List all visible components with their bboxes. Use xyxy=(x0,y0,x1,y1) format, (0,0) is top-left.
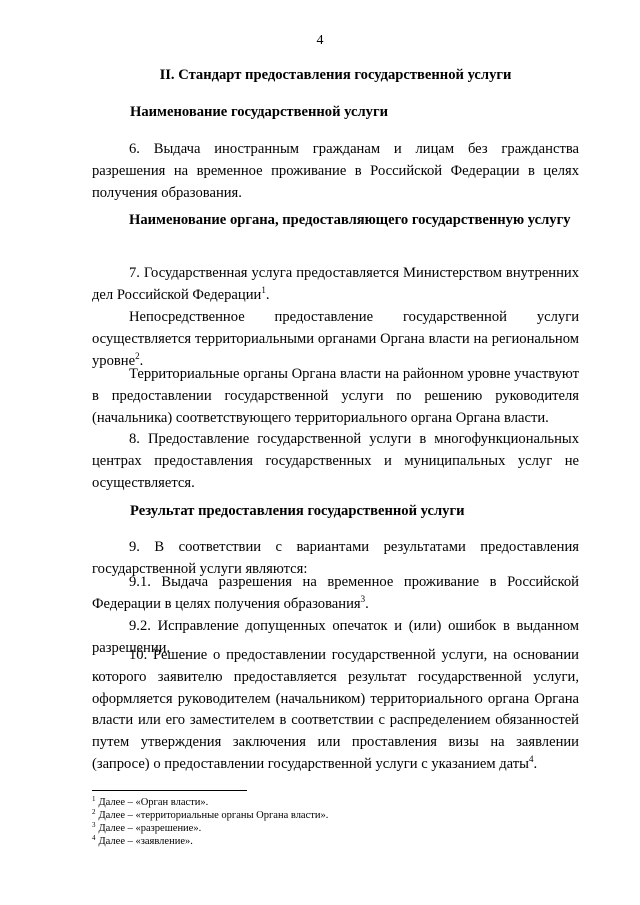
footnote-4 xyxy=(92,836,572,848)
footnote-3-mark: 3 xyxy=(92,821,96,829)
page-number: 4 xyxy=(316,33,324,48)
footnote-ref-4: 4 xyxy=(528,753,534,764)
paragraph-7c: Территориальные органы Органа власти на районном уровне участвуют в предоставлении государственной услуги по решению руководителя (начальника) соответствующего территориального органа Органа власти. xyxy=(92,366,579,426)
paragraph-7-end: . xyxy=(265,286,270,303)
paragraph-9: 9. В соответствии с вариантами результатами предоставления государственной услуги являются: xyxy=(92,539,579,577)
paragraph-9-1-end: . xyxy=(365,595,369,612)
paragraph-10-text: 10. Решение о предоставлении государственной услуги, на основании которого заявителю предоставляется результат государственной услуги, оформляется руководителем (начальником) территориального органа Органа власти или его заместителем в соответствии с распределением обязанностей путем утверждения заключения или проставления визы на заявлении (запросе) о предоставлении государственной услуги с указанием даты xyxy=(92,647,579,772)
service-name-heading: Наименование государственной услуги xyxy=(130,104,388,120)
authority-heading: Наименование органа, предоставляющего государственную услугу xyxy=(129,212,571,228)
paragraph-6: 6. Выдача иностранным гражданам и лицам без гражданства разрешения на временное проживание в Российской Федерации в целях получения образования. xyxy=(92,141,579,201)
footnote-ref-2: 2 xyxy=(135,350,140,361)
result-heading: Результат предоставления государственной услуги xyxy=(130,503,465,519)
footnote-3 xyxy=(92,823,572,835)
footnote-4-text: Далее – «заявление». xyxy=(98,836,193,847)
footnote-1-text: Далее – «Орган власти». xyxy=(98,797,209,808)
paragraph-7-text: 7. Государственная услуга предоставляется Министерством внутренних дел Российской Федерации xyxy=(92,265,579,303)
footnote-1 xyxy=(92,797,572,809)
paragraph-7b-text: Непосредственное предоставление государственной услуги осуществляется территориальными органами Органа власти на региональном уровне xyxy=(92,309,579,369)
paragraph-9-1-text: 9.1. Выдача разрешения на временное проживание в Российской Федерации в целях получения образования xyxy=(92,574,579,612)
paragraph-10-end: . xyxy=(533,755,538,772)
footnote-3-text: Далее – «разрешение». xyxy=(98,823,202,834)
paragraph-9-1 xyxy=(92,572,579,616)
footnote-separator xyxy=(92,790,247,791)
paragraph-7b-end: . xyxy=(139,352,144,369)
footnote-2 xyxy=(92,810,572,822)
paragraph-7 xyxy=(92,263,579,307)
footnote-4-mark: 4 xyxy=(92,834,96,842)
paragraph-9-2: 9.2. Исправление допущенных опечаток и (или) ошибок в выданном разрешении. xyxy=(92,618,579,656)
paragraph-10 xyxy=(92,645,579,776)
footnote-1-mark: 1 xyxy=(92,795,96,803)
footnote-ref-3: 3 xyxy=(360,593,366,604)
footnote-ref-1: 1 xyxy=(261,284,266,295)
section-title: II. Стандарт предоставления государственной услуги xyxy=(159,67,512,83)
paragraph-8: 8. Предоставление государственной услуги в многофункциональных центрах предоставления государственных и муниципальных услуг не осуществляется. xyxy=(92,431,579,491)
footnote-2-mark: 2 xyxy=(92,808,96,816)
footnote-2-text: Далее – «территориальные органы Органа власти». xyxy=(98,810,329,821)
paragraph-7b xyxy=(92,307,579,372)
